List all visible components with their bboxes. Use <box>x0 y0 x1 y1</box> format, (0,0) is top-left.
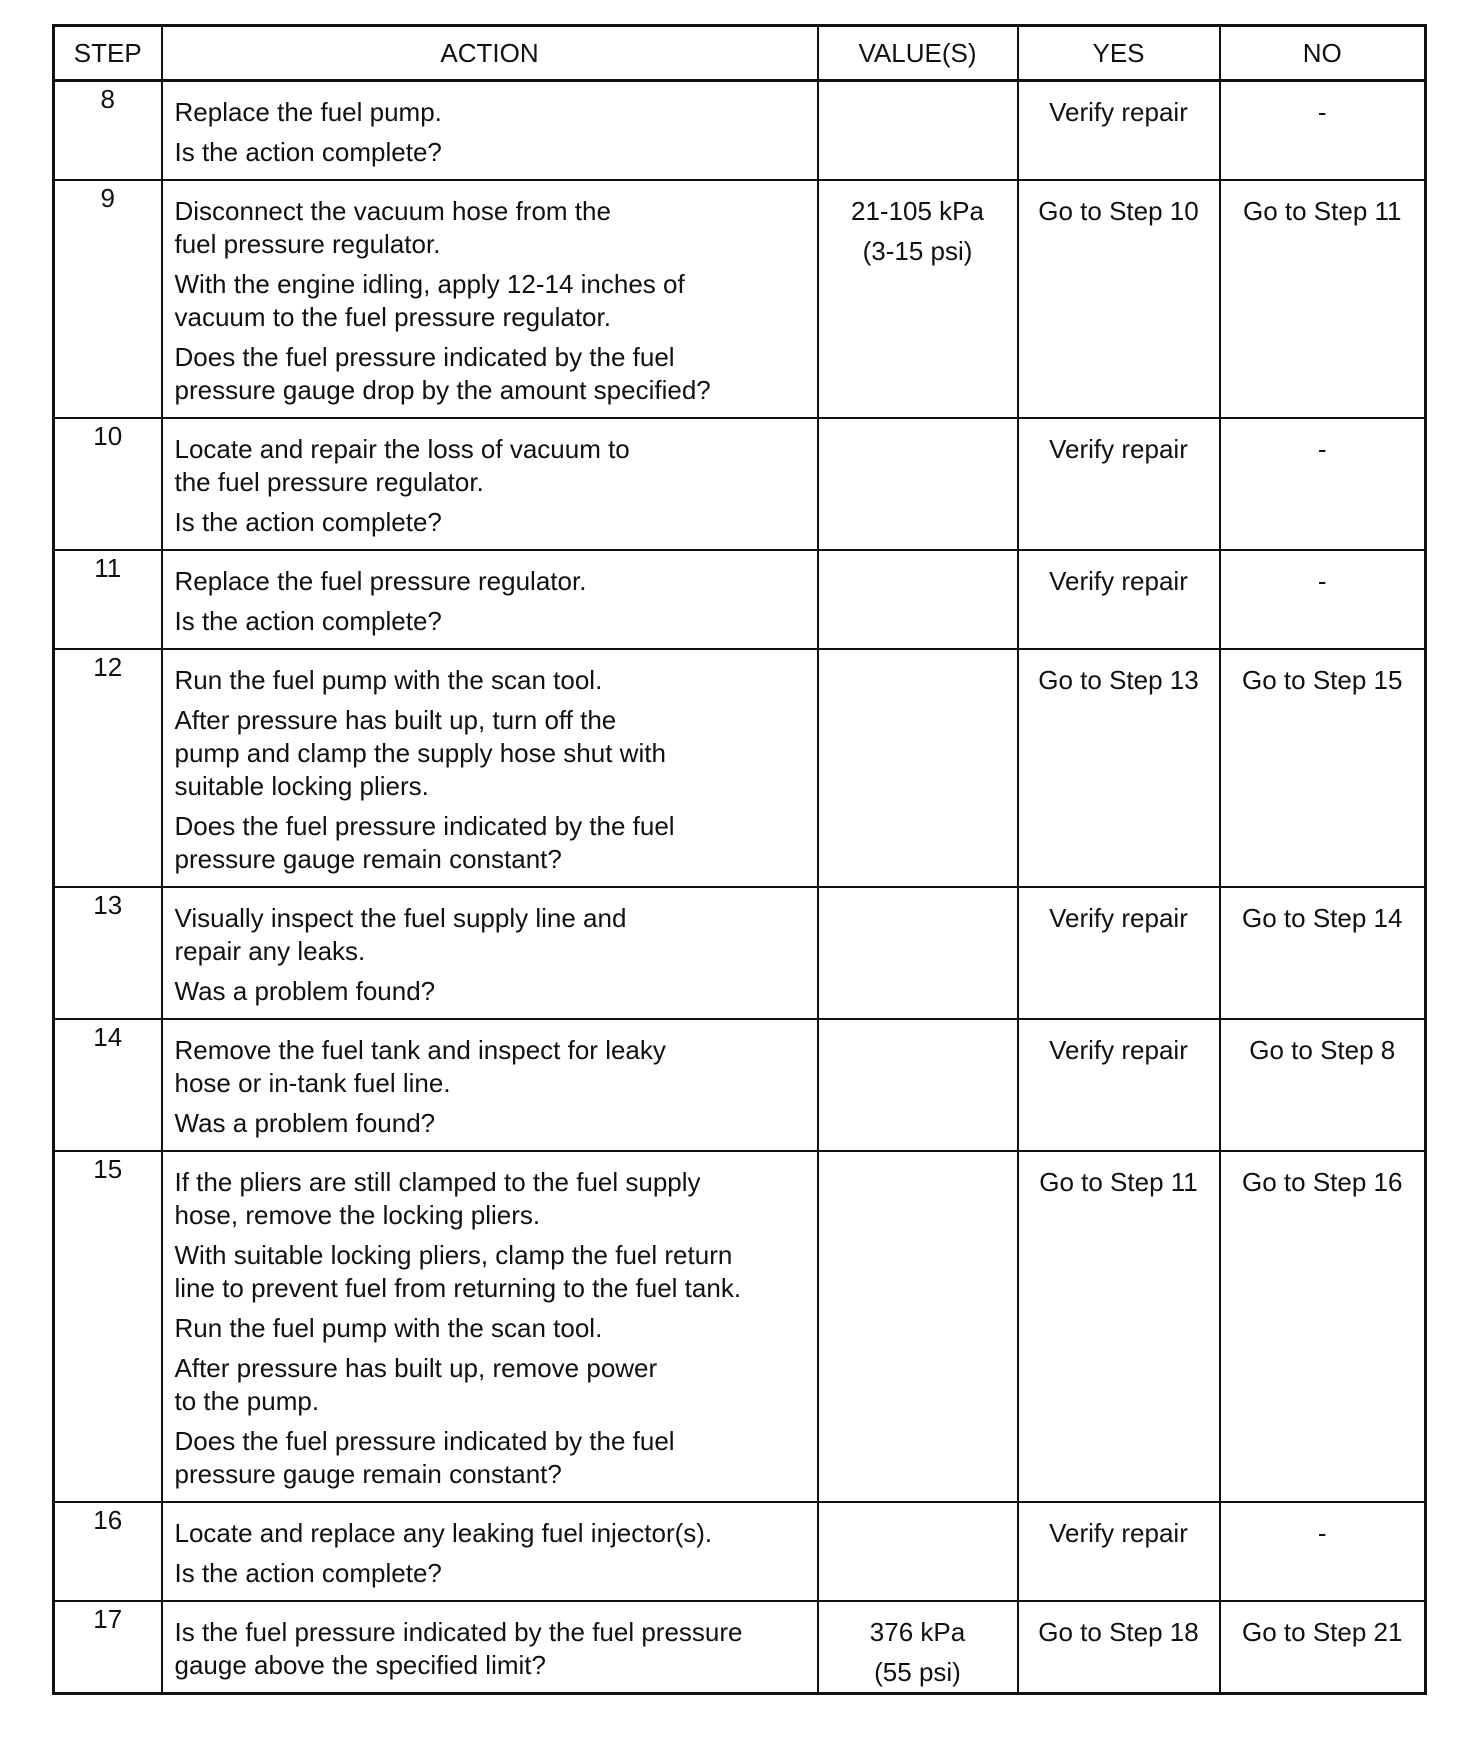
header-action: ACTION <box>162 26 818 81</box>
action-text: Visually inspect the fuel supply line and repair any leaks. <box>174 903 627 966</box>
action-text: Replace the fuel pressure regulator. <box>174 566 587 596</box>
header-yes: YES <box>1018 26 1220 81</box>
yes-result: Go to Step 13 <box>1018 649 1220 887</box>
action-text: With suitable locking pliers, clamp the fuel return line to prevent fuel from returning to the fuel tank. <box>174 1240 742 1303</box>
table-row <box>54 1151 1426 1502</box>
action-cell <box>162 1019 818 1151</box>
action-text: Disconnect the vacuum hose from the fuel pressure regulator. <box>174 196 611 259</box>
action-cell <box>162 1502 818 1601</box>
value-text: 21-105 kPa <box>851 196 984 226</box>
action-text: Replace the fuel pump. <box>174 97 442 127</box>
action-text: Run the fuel pump with the scan tool. <box>174 1313 603 1343</box>
no-result: Go to Step 8 <box>1220 1019 1426 1151</box>
action-cell <box>162 418 818 550</box>
action-text: Was a problem found? <box>174 1108 436 1138</box>
yes-result: Go to Step 18 <box>1018 1601 1220 1694</box>
header-values: VALUE(S) <box>818 26 1018 81</box>
step-number: 10 <box>54 418 162 550</box>
action-text: After pressure has built up, remove power to the pump. <box>174 1353 658 1416</box>
yes-result: Go to Step 11 <box>1018 1151 1220 1502</box>
no-result: Go to Step 21 <box>1220 1601 1426 1694</box>
step-number: 8 <box>54 81 162 181</box>
value-cell <box>818 887 1018 1019</box>
table-row <box>54 1601 1426 1694</box>
yes-result: Verify repair <box>1018 1019 1220 1151</box>
no-result: - <box>1220 81 1426 181</box>
value-cell <box>818 180 1018 418</box>
value-text: 376 kPa <box>869 1617 966 1647</box>
table-row <box>54 649 1426 887</box>
step-number: 9 <box>54 180 162 418</box>
action-text: Is the action complete? <box>174 507 442 537</box>
action-text: Remove the fuel tank and inspect for leaky hose or in-tank fuel line. <box>174 1035 666 1098</box>
table-row <box>54 180 1426 418</box>
yes-result: Verify repair <box>1018 81 1220 181</box>
value-cell <box>818 418 1018 550</box>
no-result: Go to Step 11 <box>1220 180 1426 418</box>
diagnostic-table-sheet <box>52 24 1424 1695</box>
table-row <box>54 1019 1426 1151</box>
action-cell <box>162 649 818 887</box>
value-cell <box>818 81 1018 181</box>
value-cell <box>818 1601 1018 1694</box>
table-row <box>54 887 1426 1019</box>
diagnostic-table <box>52 24 1427 1695</box>
yes-result: Verify repair <box>1018 887 1220 1019</box>
value-cell <box>818 1502 1018 1601</box>
action-text: Is the fuel pressure indicated by the fuel pressure gauge above the specified limit? <box>174 1617 743 1680</box>
header-no: NO <box>1220 26 1426 81</box>
action-text: With the engine idling, apply 12-14 inches of vacuum to the fuel pressure regulator. <box>174 269 685 332</box>
table-row <box>54 81 1426 181</box>
action-text: Is the action complete? <box>174 606 442 636</box>
step-number: 11 <box>54 550 162 649</box>
no-result: - <box>1220 418 1426 550</box>
step-number: 14 <box>54 1019 162 1151</box>
action-text: Does the fuel pressure indicated by the fuel pressure gauge drop by the amount specified? <box>174 342 711 405</box>
value-cell <box>818 550 1018 649</box>
yes-result: Verify repair <box>1018 1502 1220 1601</box>
value-text: (55 psi) <box>874 1657 961 1687</box>
action-cell <box>162 1151 818 1502</box>
action-cell <box>162 81 818 181</box>
action-text: Does the fuel pressure indicated by the fuel pressure gauge remain constant? <box>174 1426 675 1489</box>
action-text: Locate and replace any leaking fuel injector(s). <box>174 1518 713 1548</box>
action-text: If the pliers are still clamped to the fuel supply hose, remove the locking pliers. <box>174 1167 701 1230</box>
action-cell <box>162 1601 818 1694</box>
action-text: Does the fuel pressure indicated by the fuel pressure gauge remain constant? <box>174 811 675 874</box>
no-result: Go to Step 16 <box>1220 1151 1426 1502</box>
value-cell <box>818 649 1018 887</box>
yes-result: Go to Step 10 <box>1018 180 1220 418</box>
action-text: Was a problem found? <box>174 976 436 1006</box>
action-text: Is the action complete? <box>174 1558 442 1588</box>
no-result: - <box>1220 1502 1426 1601</box>
step-number: 13 <box>54 887 162 1019</box>
no-result: - <box>1220 550 1426 649</box>
yes-result: Verify repair <box>1018 550 1220 649</box>
step-number: 15 <box>54 1151 162 1502</box>
value-text: (3-15 psi) <box>862 236 973 266</box>
action-text: Locate and repair the loss of vacuum to the fuel pressure regulator. <box>174 434 630 497</box>
action-text: After pressure has built up, turn off the pump and clamp the supply hose shut with suitable locking pliers. <box>174 705 666 801</box>
action-cell <box>162 550 818 649</box>
action-text: Is the action complete? <box>174 137 442 167</box>
no-result: Go to Step 14 <box>1220 887 1426 1019</box>
yes-result: Verify repair <box>1018 418 1220 550</box>
value-cell <box>818 1151 1018 1502</box>
action-cell <box>162 180 818 418</box>
step-number: 17 <box>54 1601 162 1694</box>
table-row <box>54 550 1426 649</box>
action-text: Run the fuel pump with the scan tool. <box>174 665 603 695</box>
value-cell <box>818 1019 1018 1151</box>
header-step: STEP <box>54 26 162 81</box>
table-body <box>54 81 1426 1694</box>
header-row <box>54 26 1426 81</box>
step-number: 16 <box>54 1502 162 1601</box>
action-cell <box>162 887 818 1019</box>
step-number: 12 <box>54 649 162 887</box>
table-row <box>54 418 1426 550</box>
table-row <box>54 1502 1426 1601</box>
no-result: Go to Step 15 <box>1220 649 1426 887</box>
